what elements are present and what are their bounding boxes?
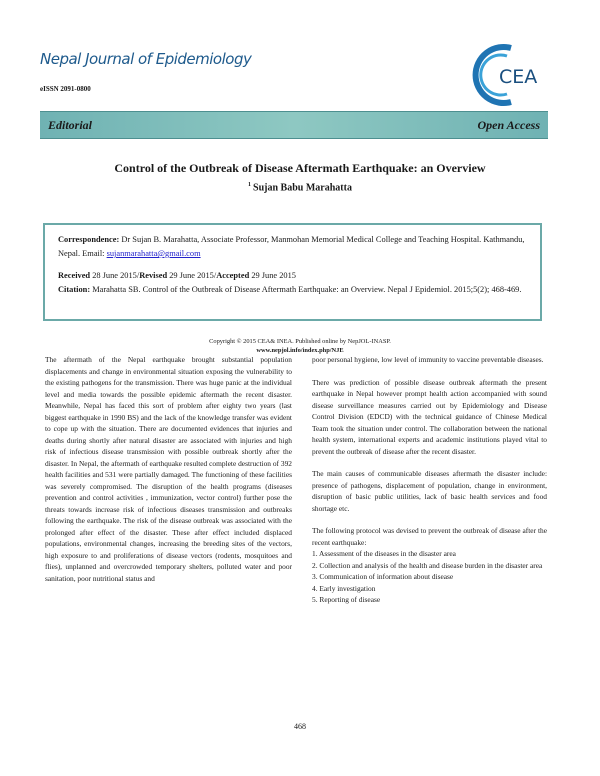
list-item: 3. Communication of information about disease: [312, 572, 454, 581]
correspondence-label: Correspondence:: [58, 235, 120, 244]
revised-date: 29 June 2015/: [167, 271, 217, 280]
left-column: [45, 354, 292, 595]
correspondence-paragraph: [58, 233, 528, 261]
eissn: eISSN 2091-0800: [40, 85, 91, 93]
revised-label: Revised: [139, 271, 168, 280]
cea-logo: [467, 42, 562, 108]
right-column: [312, 354, 547, 606]
protocol-list: [312, 548, 547, 606]
article-title: Control of the Outbreak of Disease Aftermath Earthquake: an Overview: [114, 161, 486, 175]
author-affiliation-number: 1: [248, 182, 252, 188]
correspondence-box: [43, 223, 542, 321]
banner-open-access: Open Access: [477, 118, 540, 132]
body-paragraph: The main causes of communicable diseases aftermath the disaster include: presence of pathogens, displacement of population, change in environment, disruption of basic public utilities, lack of basic health services and food shortage etc.: [312, 469, 547, 513]
citation-text: Marahatta SB. Control of the Outbreak of Disease Aftermath Earthquake: an Overview. Nepal J Epidemiol. 2015;5(2); 468-469.: [90, 285, 522, 294]
banner-editorial: Editorial: [48, 118, 93, 132]
article-type-banner: [40, 111, 548, 139]
accepted-date: 29 June 2015: [249, 271, 296, 280]
citation-line: [58, 283, 528, 297]
body-paragraph: The aftermath of the Nepal earthquake brought substantial population displacements and change in environmental situation exposing the vulnerability to the existing pathogens for the transmission. There was huge panic at the individual level and media towards the possible epidemic aftermath the recent disaster. Meanwhile, Nepal has faced this sort of problem after eighty two years (last biggest earthquake in 1990 BS) and the lack of the knowledge transfer was evident to cope up with the situation. There are documented evidences that injuries and deaths during shortly after natural disaster are associated with injuries and high risk of infectious disease transmission with possible outbreak shortly after the disaster. In Nepal, the aftermath of earthquake resulted complete destruction of 392 health facilities and 531 were partially damaged. The functioning of these facilities was severely compromised. The disruption of the health programs (diseases prevention and control activities , immunization, vector control) further pose the threats towards increase risk of infectious diseases transmission and outbreaks following the earthquake. The risk of the disease outbreak was associated with the prolonged after effect of the disaster. These after effect included displaced populations, environmental changes, increasing the breeding sites of the vectors, high exposure to and proliferations of disease vectors (rodents, mosquitoes and flies), unplanned and overcrowded temporary shelters, polluted water and poor sanitation, poor nutritional status and: [45, 355, 292, 583]
received-date: 28 June 2015/: [90, 271, 140, 280]
copyright-notice: [0, 337, 600, 355]
email-link[interactable]: sujanmarahatta@gmail.com: [106, 249, 201, 258]
body-paragraph: The following protocol was devised to prevent the outbreak of disease after the recent earthquake:: [312, 526, 547, 547]
list-item: 5. Reporting of disease: [312, 595, 381, 604]
author-line: [0, 182, 600, 193]
received-label: Received: [58, 271, 91, 280]
list-item: 4. Early investigation: [312, 583, 376, 593]
citation-label: Citation:: [58, 285, 91, 294]
body-paragraph: poor personal hygiene, low level of immunity to vaccine preventable diseases.: [312, 355, 544, 364]
dates-line: [58, 269, 528, 283]
copyright-line: Copyright © 2015 CEA& INEA. Published online by NepJOL-INASP.: [209, 338, 391, 345]
author-name: Sujan Babu Marahatta: [253, 182, 352, 194]
logo-text: CEA: [499, 66, 538, 88]
page-number: 468: [294, 722, 306, 731]
correspondence-text: Dr Sujan B. Marahatta, Associate Professor, Manmohan Memorial Medical College and Teaching Hospital. Kathmandu, Nepal. Email:: [58, 235, 525, 258]
list-item: 2. Collection and analysis of the health and disease burden in the disaster area: [312, 560, 543, 570]
journal-url[interactable]: www.nepjol.info/index.php/NJE: [256, 347, 344, 354]
list-item: 1. Assessment of the diseases in the disaster area: [312, 549, 456, 558]
accepted-label: Accepted: [216, 271, 250, 280]
journal-title: Nepal Journal of Epidemiology: [40, 50, 252, 68]
body-paragraph: There was prediction of possible disease outbreak aftermath the present earthquake in Nepal however prompt health action accompanied with sound disease surveillance measures carried out by Epidemiology and Disease Control Division (EDCD) with the technical guidance of Chinese Medical Team took the situation under control. The collaboration between the national health system, international experts and academic institutions played vital to prevent the outbreak of disease after the recent disaster.: [312, 377, 547, 456]
